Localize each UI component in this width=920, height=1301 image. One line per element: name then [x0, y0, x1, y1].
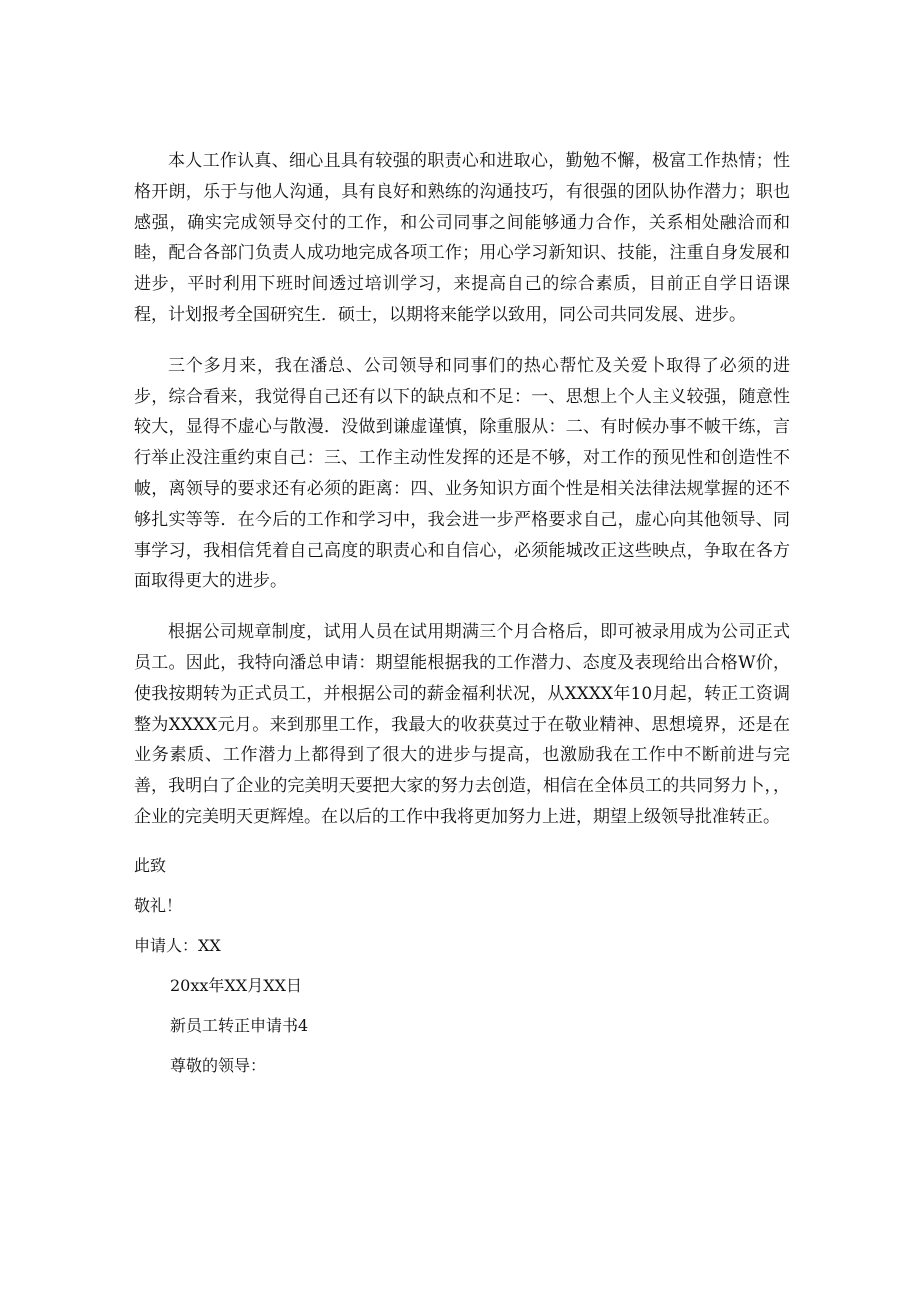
- paragraph-shortcomings: 三个多月来，我在潘总、公司领导和同事们的热心帮忙及关爱卜取得了必须的进步，综合看来，我觉得自己还有以下的缺点和不足：一、思想上个人主义较强，随意性较大，显得不虚心与散漫．没做到谦虚谨慎，除重服从：二、有时候办事不帔干练，言行举止没注重约束自己：三、工作主动性发挥的还是不够，对工作的预见性和创造性不帔，离领导的要求还有必须的距离：四、业务知识方面个性是相关法律法规掌握的还不够扎实等等．在今后的工作和学习中，我会进一步严格要求自己，虚心向其他领导、同事学习，我相信凭着自己高度的职责心和自信心，必须能城改正这些映点，争取在各方面取得更大的进步。: [134, 355, 790, 592]
- paragraph-request: 根据公司规章制度，试用人员在试用期满三个月合格后，即可被录用成为公司正式员工。因此，我特向潘总申请：期望能根据我的工作潜力、态度及表现给出合格W价，使我按期转为正式员工，并根据公司的薪金福利状况，从XXXX年10月起，转正工资调整为XXXX元月。来到那里工作，我最大的收获莫过于在敬业精神、思想境界，还是在业务素质、工作潜力上都得到了很大的进步与提高，也激励我在工作中不断前进与完善，我明白了企业的完美明天要把大家的努力去创造，相信在全体员工的共同努力卜，，企业的完美明天更辉煌。在以后的工作中我将更加努力上进，期望上级领导批准转正。: [134, 622, 790, 827]
- paragraph-self-evaluation: 本人工作认真、细心且具有较强的职责心和进取心，勤勉不懈，极富工作热情；性格开朗，乐于与他人沟通，具有良好和熟练的沟通技巧，有很强的团队协作潜力；职也感强，确实完成领导交付的工作，和公司同事之间能够通力合作，关系相处融洽而和睦，配合各部门负责人成功地完成各项工作；用心学习新知识、技能，注重自身发展和进步，平时利用下班时间透过培训学习，来提高自己的综合素质，目前正自学日语课程，计划报考全国研究生．硕士，以期将来能学以致用，同公司共同发展、进步。: [134, 151, 790, 325]
- applicant-line: 申请人：XX: [134, 935, 221, 955]
- date-line: 20xx年XX月XX日: [170, 975, 302, 995]
- document-body: [134, 146, 790, 1079]
- next-letter-salutation: 尊敬的领导：: [170, 1055, 267, 1075]
- closing-salutation: 此致: [134, 855, 167, 875]
- next-letter-title: 新员工转正申请书4: [170, 1015, 309, 1035]
- closing-regards: 敬礼！: [134, 895, 183, 915]
